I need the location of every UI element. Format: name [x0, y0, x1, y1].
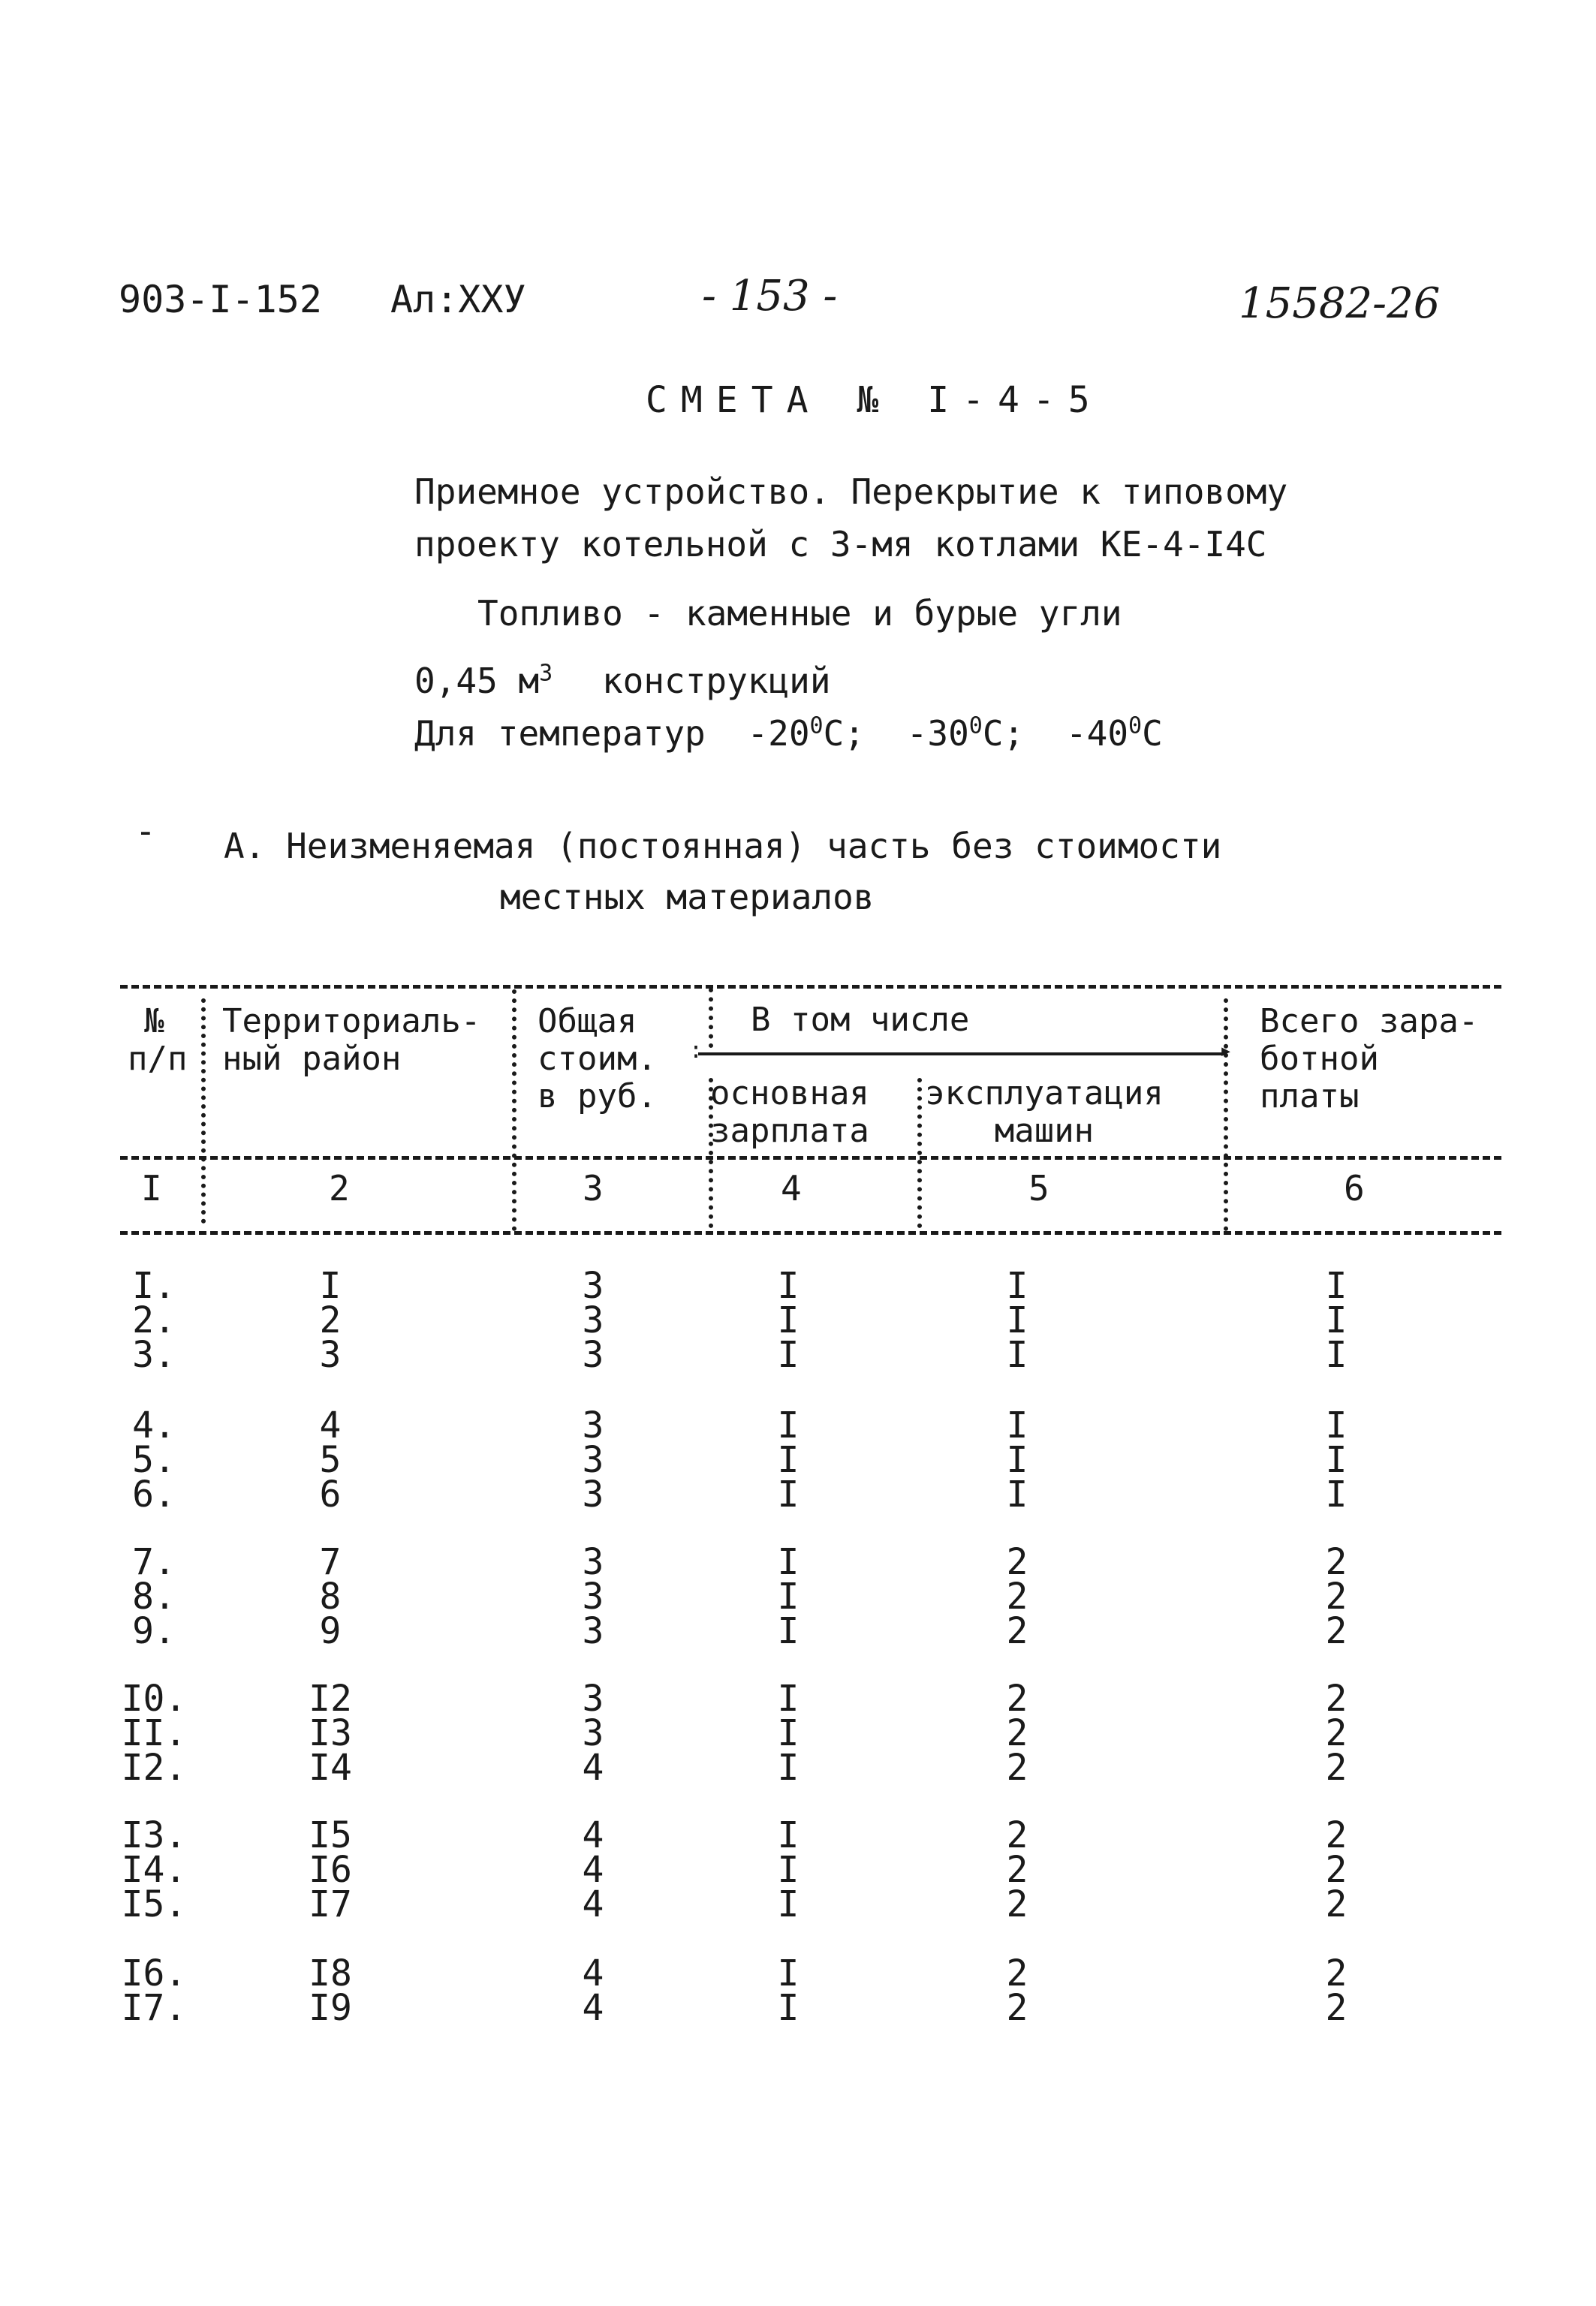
- base-salary-cell: [751, 1814, 826, 1925]
- row-number-value: 3.: [132, 1334, 176, 1376]
- base-salary-value: I: [777, 1541, 800, 1583]
- total-cost-value: 4: [582, 1814, 604, 1856]
- total-cost-cell: [556, 1814, 631, 1925]
- divider-2: [512, 989, 516, 1231]
- header-total-salary: [1260, 1003, 1478, 1115]
- base-salary-cell: [751, 1541, 826, 1652]
- row-number-value: I6.: [121, 1952, 187, 1994]
- machine-operation-cell: [976, 1678, 1058, 1789]
- machine-operation-value: 2: [1006, 1747, 1028, 1789]
- total-cost-value: 3: [582, 1404, 604, 1447]
- region-cell: [285, 1678, 375, 1789]
- base-salary-value: I: [777, 1678, 800, 1720]
- column-number-2: 2: [329, 1168, 350, 1209]
- machine-operation-cell: [976, 1952, 1058, 2029]
- header-number-line-2: п/п: [128, 1040, 188, 1078]
- row-number-value: 5.: [132, 1439, 176, 1481]
- degree-sign-1: 0: [809, 712, 824, 739]
- total-cost-value: 4: [582, 1987, 604, 2029]
- machine-operation-value: 2: [1006, 1576, 1028, 1618]
- total-cost-cell: [556, 1265, 631, 1376]
- total-cost-cell: [556, 1678, 631, 1789]
- region-value: 7: [319, 1541, 342, 1583]
- region-value: 5: [319, 1439, 342, 1481]
- table-top-rule: [120, 985, 1501, 989]
- total-cost-cell: [556, 1541, 631, 1652]
- header-base-salary-line-2: зарплата: [710, 1112, 869, 1150]
- machine-operation-value: 2: [1006, 1541, 1028, 1583]
- total-cost-value: 3: [582, 1474, 604, 1516]
- total-cost-value: 3: [582, 1678, 604, 1720]
- volume-exponent: 3: [539, 660, 553, 687]
- machine-operation-value: 2: [1006, 1952, 1028, 1994]
- header-total-salary-line-3: платы: [1260, 1077, 1360, 1115]
- machine-operation-cell: [976, 1541, 1058, 1652]
- base-salary-value: I: [777, 1987, 800, 2029]
- header-machine-operation: [925, 1075, 1164, 1150]
- row-number-value: I4.: [121, 1849, 187, 1891]
- divider-3: [709, 988, 713, 1048]
- machine-operation-value: 2: [1006, 1712, 1028, 1754]
- machine-operation-value: 2: [1006, 1883, 1028, 1925]
- total-salary-value: 2: [1325, 1849, 1348, 1891]
- machine-operation-value: I: [1006, 1265, 1028, 1307]
- total-salary-value: I: [1325, 1299, 1348, 1341]
- temperature-2: -30: [906, 713, 969, 754]
- total-cost-cell: [556, 1952, 631, 2029]
- description-line-2: проекту котельной с 3-мя котлами КЕ-4-I4С: [414, 524, 1267, 564]
- total-salary-cell: [1291, 1952, 1381, 2029]
- machine-operation-cell: [976, 1814, 1058, 1925]
- region-value: I: [319, 1265, 342, 1307]
- header-machine-operation-line-1: эксплуатация: [925, 1074, 1164, 1112]
- document-number: 15582-26: [1239, 279, 1441, 328]
- region-value: I7: [309, 1883, 352, 1925]
- base-salary-value: I: [777, 1404, 800, 1447]
- degree-unit-1: С;: [823, 713, 865, 754]
- rule-arrow-right: ▸: [1219, 1037, 1233, 1064]
- degree-sign-2: 0: [968, 712, 983, 739]
- machine-operation-cell: [976, 1265, 1058, 1376]
- header-region-line-1: Территориаль-: [222, 1002, 481, 1040]
- volume-value: 0,45 м: [414, 661, 540, 701]
- temperatures-line: [414, 713, 1163, 754]
- column-numbers-rule: [120, 1231, 1501, 1235]
- header-total-salary-line-2: ботной: [1260, 1040, 1379, 1078]
- region-value: 2: [319, 1299, 342, 1341]
- divider-5: [1224, 998, 1228, 1231]
- region-value: I3: [309, 1712, 352, 1754]
- row-number-cell: [113, 1541, 195, 1652]
- row-number-cell: [113, 1404, 195, 1516]
- total-cost-value: 4: [582, 1849, 604, 1891]
- base-salary-value: I: [777, 1814, 800, 1856]
- region-value: I8: [309, 1952, 352, 1994]
- row-number-cell: [113, 1952, 195, 2029]
- header-base-salary-line-1: основная: [710, 1074, 869, 1112]
- base-salary-value: I: [777, 1334, 800, 1376]
- row-number-value: I.: [132, 1265, 176, 1307]
- region-cell: [285, 1814, 375, 1925]
- total-cost-value: 4: [582, 1883, 604, 1925]
- total-salary-value: 2: [1325, 1952, 1348, 1994]
- header-machine-operation-line-2: машин: [994, 1112, 1095, 1150]
- total-salary-value: I: [1325, 1404, 1348, 1447]
- base-salary-value: I: [777, 1610, 800, 1652]
- total-cost-value: 4: [582, 1952, 604, 1994]
- row-number-value: 8.: [132, 1576, 176, 1618]
- album-code: Ал:XXУ: [390, 278, 526, 321]
- column-number-1: I: [141, 1168, 162, 1209]
- base-salary-cell: [751, 1678, 826, 1789]
- row-number-value: 4.: [132, 1404, 176, 1447]
- total-salary-value: I: [1325, 1439, 1348, 1481]
- volume-unit: конструкций: [601, 661, 831, 701]
- machine-operation-value: I: [1006, 1334, 1028, 1376]
- temperatures-label: Для температур: [414, 713, 706, 754]
- region-value: 3: [319, 1334, 342, 1376]
- total-salary-value: 2: [1325, 1747, 1348, 1789]
- column-number-4: 4: [781, 1168, 802, 1209]
- row-number-value: 7.: [132, 1541, 176, 1583]
- region-cell: [285, 1541, 375, 1652]
- total-cost-value: 3: [582, 1265, 604, 1307]
- total-cost-value: 3: [582, 1610, 604, 1652]
- total-salary-value: 2: [1325, 1883, 1348, 1925]
- divider-1: [201, 998, 206, 1224]
- header-number-line-1: №: [144, 1002, 164, 1040]
- header-group-including: В том числе: [751, 1001, 970, 1039]
- header-base-salary: [710, 1075, 869, 1150]
- header-bottom-rule: [120, 1156, 1501, 1160]
- base-salary-value: I: [777, 1474, 800, 1516]
- total-cost-value: 3: [582, 1576, 604, 1618]
- total-cost-cell: [556, 1404, 631, 1516]
- section-dash: -: [135, 811, 156, 851]
- machine-operation-value: 2: [1006, 1610, 1028, 1652]
- region-value: I5: [309, 1814, 352, 1856]
- base-salary-cell: [751, 1404, 826, 1516]
- base-salary-value: I: [777, 1883, 800, 1925]
- column-number-5: 5: [1028, 1168, 1049, 1209]
- temperature-1: -20: [747, 713, 810, 754]
- base-salary-cell: [751, 1265, 826, 1376]
- fuel-line: Топливо - каменные и бурые угли: [477, 593, 1122, 634]
- row-number-value: I2.: [121, 1747, 187, 1789]
- region-value: 9: [319, 1610, 342, 1652]
- total-salary-value: 2: [1325, 1678, 1348, 1720]
- machine-operation-cell: [976, 1404, 1058, 1516]
- row-number-value: II.: [121, 1712, 187, 1754]
- region-cell: [285, 1265, 375, 1376]
- row-number-value: 6.: [132, 1474, 176, 1516]
- region-value: I4: [309, 1747, 352, 1789]
- machine-operation-value: 2: [1006, 1987, 1028, 2029]
- machine-operation-value: 2: [1006, 1849, 1028, 1891]
- header-region-line-2: ный район: [222, 1040, 402, 1078]
- section-title-line-1: А. Неизменяемая (постоянная) часть без стоимости: [224, 826, 1222, 866]
- base-salary-value: I: [777, 1265, 800, 1307]
- header-total-cost-line-3: в руб.: [538, 1077, 657, 1115]
- base-salary-value: I: [777, 1849, 800, 1891]
- group-header-rule: [698, 1052, 1224, 1055]
- row-number-value: I3.: [121, 1814, 187, 1856]
- machine-operation-value: I: [1006, 1439, 1028, 1481]
- divider-4: [917, 1078, 922, 1228]
- row-number-cell: [113, 1678, 195, 1789]
- total-salary-value: 2: [1325, 1814, 1348, 1856]
- base-salary-value: I: [777, 1712, 800, 1754]
- page-number: - 153 -: [702, 272, 838, 321]
- total-salary-cell: [1291, 1814, 1381, 1925]
- row-number-value: 9.: [132, 1610, 176, 1652]
- header-number: [128, 1003, 187, 1078]
- base-salary-value: I: [777, 1576, 800, 1618]
- row-number-cell: [113, 1814, 195, 1925]
- temperature-3: -40: [1065, 713, 1129, 754]
- base-salary-value: I: [777, 1439, 800, 1481]
- region-value: 6: [319, 1474, 342, 1516]
- total-cost-value: 3: [582, 1712, 604, 1754]
- row-number-value: I0.: [121, 1678, 187, 1720]
- total-cost-value: 4: [582, 1747, 604, 1789]
- base-salary-value: I: [777, 1299, 800, 1341]
- project-code: 903-I-152: [119, 278, 322, 321]
- region-cell: [285, 1952, 375, 2029]
- total-salary-value: 2: [1325, 1987, 1348, 2029]
- total-salary-value: 2: [1325, 1712, 1348, 1754]
- machine-operation-value: I: [1006, 1474, 1028, 1516]
- total-salary-cell: [1291, 1404, 1381, 1516]
- row-number-cell: [113, 1265, 195, 1376]
- header-total-cost-line-2: стоим.: [538, 1040, 657, 1078]
- total-salary-value: 2: [1325, 1610, 1348, 1652]
- total-salary-value: I: [1325, 1265, 1348, 1307]
- row-number-value: 2.: [132, 1299, 176, 1341]
- region-cell: [285, 1404, 375, 1516]
- row-number-value: I7.: [121, 1987, 187, 2029]
- header-total-cost: [538, 1003, 657, 1115]
- total-salary-cell: [1291, 1265, 1381, 1376]
- total-salary-value: I: [1325, 1474, 1348, 1516]
- region-value: 4: [319, 1404, 342, 1447]
- machine-operation-value: 2: [1006, 1814, 1028, 1856]
- machine-operation-value: I: [1006, 1404, 1028, 1447]
- row-number-value: I5.: [121, 1883, 187, 1925]
- base-salary-value: I: [777, 1952, 800, 1994]
- total-cost-value: 3: [582, 1299, 604, 1341]
- degree-sign-3: 0: [1128, 712, 1143, 739]
- region-value: I9: [309, 1987, 352, 2029]
- total-cost-value: 3: [582, 1439, 604, 1481]
- region-value: I2: [309, 1678, 352, 1720]
- total-salary-cell: [1291, 1678, 1381, 1789]
- degree-unit-2: С;: [982, 713, 1025, 754]
- total-salary-value: 2: [1325, 1541, 1348, 1583]
- header-total-salary-line-1: Всего зара-: [1260, 1002, 1479, 1040]
- estimate-title: СМЕТА № I-4-5: [646, 379, 1104, 421]
- machine-operation-value: I: [1006, 1299, 1028, 1341]
- volume-line: [414, 661, 831, 701]
- section-title-line-2: местных материалов: [500, 877, 875, 917]
- region-value: 8: [319, 1576, 342, 1618]
- header-total-cost-line-1: Общая: [538, 1002, 637, 1040]
- column-number-6: 6: [1344, 1168, 1365, 1209]
- total-cost-value: 3: [582, 1541, 604, 1583]
- total-salary-cell: [1291, 1541, 1381, 1652]
- base-salary-cell: [751, 1952, 826, 2029]
- region-value: I6: [309, 1849, 352, 1891]
- column-number-3: 3: [583, 1168, 604, 1209]
- degree-unit-3: С: [1142, 713, 1163, 754]
- base-salary-value: I: [777, 1747, 800, 1789]
- total-salary-value: I: [1325, 1334, 1348, 1376]
- header-region: [222, 1003, 480, 1078]
- total-salary-value: 2: [1325, 1576, 1348, 1618]
- description-line-1: Приемное устройство. Перекрытие к типовому: [414, 471, 1288, 512]
- rule-arrow-left: :: [689, 1037, 703, 1064]
- total-cost-value: 3: [582, 1334, 604, 1376]
- machine-operation-value: 2: [1006, 1678, 1028, 1720]
